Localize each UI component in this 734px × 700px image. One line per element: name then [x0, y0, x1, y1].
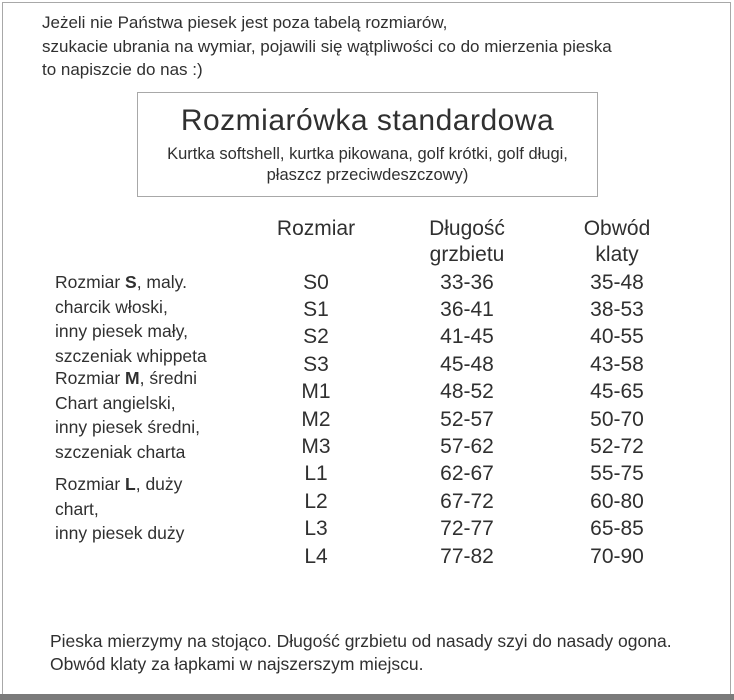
table-row	[246, 351, 686, 378]
measuring-instructions-line: Obwód klaty za łapkami w najszerszym miejscu.	[50, 653, 424, 674]
size-chart-title: Rozmiarówka standardowa	[180, 104, 555, 137]
back-length-cell: 62-67	[440, 462, 494, 486]
annotation-size-letter: M	[125, 368, 140, 388]
chest-cell: 38-53	[590, 298, 644, 322]
annotation-prefix: Rozmiar	[55, 272, 126, 292]
size-cell: S3	[303, 352, 329, 376]
annotation-line: inny piesek duży	[55, 523, 185, 543]
table-row	[246, 269, 686, 296]
annotation-prefix: Rozmiar	[55, 368, 126, 388]
chest-cell: 52-72	[590, 435, 644, 459]
size-cell: M3	[301, 435, 331, 459]
table-row	[246, 406, 686, 433]
back-length-cell: 48-52	[440, 380, 494, 404]
size-s-annotation	[55, 270, 207, 368]
intro-line: Jeżeli nie Państwa piesek jest poza tabelą rozmiarów,	[42, 13, 448, 32]
annotation-size-letter: S	[125, 272, 137, 292]
annotation-line: Chart angielski,	[55, 392, 176, 413]
annotation-line: inny piesek mały,	[55, 321, 188, 341]
size-cell: M1	[301, 380, 331, 404]
back-length-cell: 45-48	[440, 352, 494, 376]
size-l-annotation-title	[55, 472, 184, 497]
size-column-header	[246, 216, 386, 268]
annotation-line: szczeniak charta	[55, 441, 186, 462]
back-length-cell: 67-72	[440, 489, 494, 513]
size-cell: L1	[304, 462, 328, 486]
size-cell: M2	[301, 407, 331, 431]
size-chart-subtitle-line: Kurtka softshell, kurtka pikowana, golf krótki, golf długi,	[167, 145, 568, 163]
annotation-line: szczeniak whippeta	[55, 345, 207, 366]
annotation-size-letter: L	[125, 474, 136, 494]
back-length-header-line2: grzbietu	[429, 243, 505, 266]
table-row	[246, 324, 686, 351]
annotation-suffix: , maly.	[136, 272, 187, 292]
back-length-header-line1: Długość	[429, 217, 505, 240]
table-row	[246, 488, 686, 515]
intro-line: szukacie ubrania na wymiar, pojawili się wątpliwości co do mierzenia pieska	[42, 36, 612, 56]
size-m-annotation-title	[55, 366, 200, 391]
back-length-cell: 41-45	[440, 325, 494, 349]
chest-column-header	[548, 216, 686, 268]
size-chart-title-box	[137, 92, 598, 197]
back-length-cell: 36-41	[440, 298, 494, 322]
chest-cell: 65-85	[590, 517, 644, 541]
size-column-header-label: Rozmiar	[276, 217, 356, 240]
table-header-row	[246, 216, 686, 268]
size-cell: L4	[304, 544, 328, 568]
intro-line: to napiszcie do nas :)	[42, 60, 203, 79]
size-cell: S0	[303, 270, 329, 294]
intro-text	[42, 11, 612, 82]
bottom-edge-bar	[0, 694, 734, 700]
chest-cell: 43-58	[590, 352, 644, 376]
table-row	[246, 516, 686, 543]
size-cell: S2	[303, 325, 329, 349]
chest-cell: 40-55	[590, 325, 644, 349]
annotation-line: inny piesek średni,	[55, 417, 200, 437]
size-cell: L2	[304, 489, 328, 513]
measuring-instructions	[50, 630, 672, 675]
back-length-cell: 52-57	[440, 407, 494, 431]
back-length-cell: 33-36	[440, 270, 494, 294]
table-row	[246, 461, 686, 488]
size-l-annotation	[55, 472, 184, 546]
annotation-suffix: , duży	[135, 474, 183, 494]
chest-cell: 35-48	[590, 270, 644, 294]
annotation-line: chart,	[55, 498, 99, 519]
chest-cell: 70-90	[590, 544, 644, 568]
annotation-prefix: Rozmiar	[55, 474, 126, 494]
chest-cell: 60-80	[590, 489, 644, 513]
chest-cell: 50-70	[590, 407, 644, 431]
table-row	[246, 379, 686, 406]
size-chart-subtitle-line: płaszcz przeciwdeszczowy)	[266, 166, 469, 184]
size-table	[246, 269, 686, 570]
annotation-line: charcik włoski,	[55, 296, 168, 317]
table-row	[246, 543, 686, 570]
back-length-column-header	[386, 216, 548, 268]
measuring-instructions-line: Pieska mierzymy na stojąco. Długość grzbietu od nasady szyi do nasady ogona.	[50, 631, 672, 651]
chest-header-line2: klaty	[595, 243, 639, 266]
size-m-annotation	[55, 366, 200, 464]
back-length-cell: 57-62	[440, 435, 494, 459]
chest-header-line1: Obwód	[583, 217, 651, 240]
back-length-cell: 77-82	[440, 544, 494, 568]
back-length-cell: 72-77	[440, 517, 494, 541]
annotation-suffix: , średni	[139, 368, 197, 388]
chest-cell: 55-75	[590, 462, 644, 486]
table-row	[246, 433, 686, 460]
table-row	[246, 296, 686, 323]
size-cell: L3	[304, 517, 328, 541]
size-s-annotation-title	[55, 270, 207, 295]
chest-cell: 45-65	[590, 380, 644, 404]
size-cell: S1	[303, 298, 329, 322]
